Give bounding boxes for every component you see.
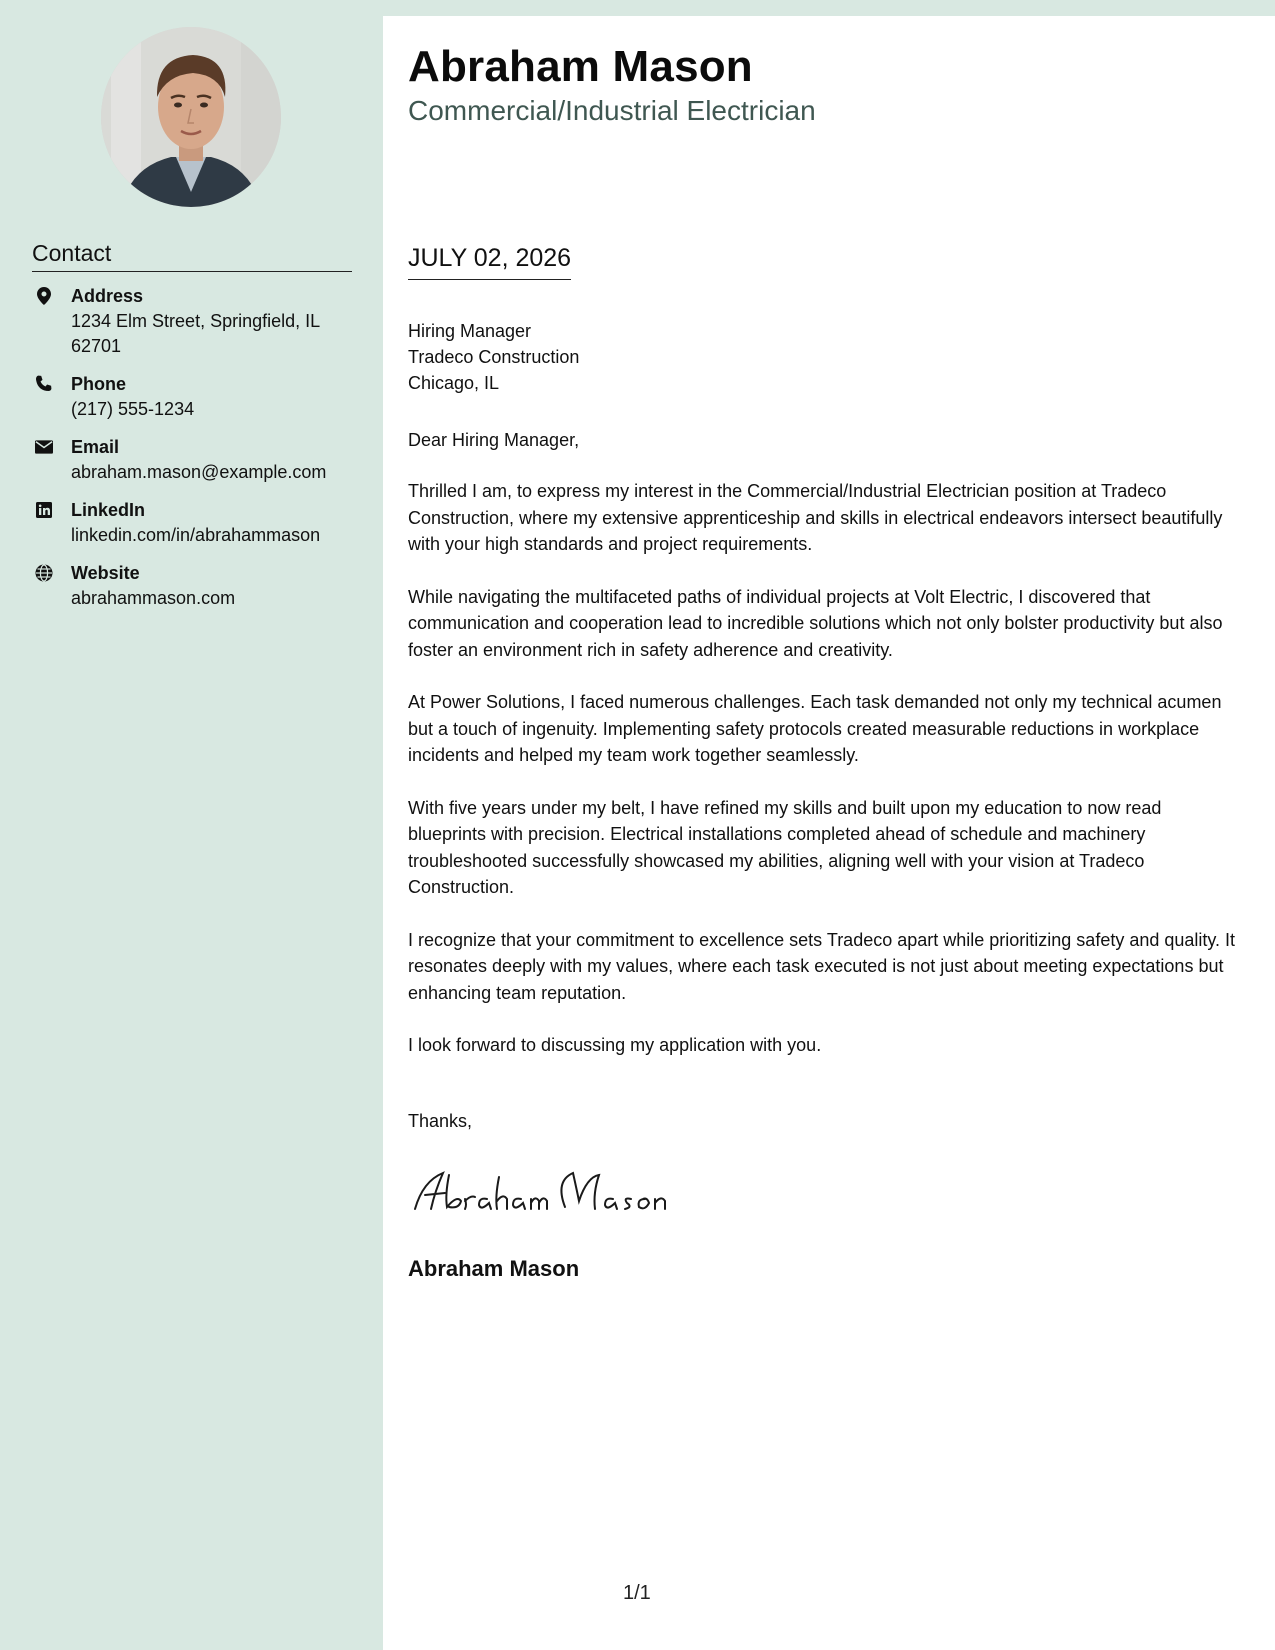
email-label: Email	[71, 437, 120, 457]
contact-address	[32, 284, 362, 359]
linkedin-icon	[35, 501, 53, 519]
contact-list	[32, 284, 362, 624]
contact-linkedin	[32, 498, 362, 548]
linkedin-label: LinkedIn	[71, 500, 146, 520]
recipient-line: Tradeco Construction	[408, 347, 580, 367]
letter-date: JULY 02, 2026	[408, 244, 571, 280]
body-paragraph: At Power Solutions, I faced numerous challenges. Each task demanded not only my technical acumen but a touch of ingenuity. Implementing safety protocols created measurable reductions in workplace incidents and helped my team work together seamlessly.	[408, 692, 1222, 765]
phone-label: Phone	[71, 374, 127, 394]
job-title: Commercial/Industrial Electrician	[408, 95, 816, 126]
linkedin-value: linkedin.com/in/abrahammason	[71, 525, 321, 545]
recipient-block	[408, 318, 579, 396]
website-value: abrahammason.com	[71, 588, 236, 608]
recipient-line: Hiring Manager	[408, 321, 532, 341]
contact-heading: Contact	[32, 240, 352, 272]
body-paragraph: With five years under my belt, I have refined my skills and built upon my education to now read blueprints with precision. Electrical installations completed ahead of schedule and machinery troubleshooted successfully showcased my abilities, aligning well with your vision at Tradeco Construction.	[408, 797, 1162, 897]
contact-email	[32, 435, 362, 485]
website-label: Website	[71, 563, 140, 583]
sidebar	[0, 0, 383, 1650]
contact-phone	[32, 372, 362, 422]
body-paragraph: Thrilled I am, to express my interest in the Commercial/Industrial Electrician position at Tradeco Construction, where my extensive apprenticeship and skills in electrical endeavors intersect beautifully with your high standards and project requirements.	[408, 481, 1223, 554]
applicant-name: Abraham Mason	[408, 42, 753, 91]
body-paragraph: While navigating the multifaceted paths of individual projects at Volt Electric, I discovered that communication and cooperation lead to incredible solutions which not only bolster productivity but also foster an environment rich in safety adherence and creativity.	[408, 586, 1223, 660]
globe-icon	[35, 564, 53, 582]
email-value: abraham.mason@example.com	[71, 462, 327, 482]
phone-value: (217) 555-1234	[71, 399, 195, 419]
profile-photo	[101, 27, 281, 207]
body-paragraph: I look forward to discussing my application with you.	[408, 1035, 822, 1055]
closing: Thanks,	[408, 1111, 473, 1131]
contact-website	[32, 561, 362, 611]
recipient-line: Chicago, IL	[408, 373, 500, 393]
salutation: Dear Hiring Manager,	[408, 430, 580, 450]
signer-name: Abraham Mason	[408, 1256, 580, 1281]
address-label: Address	[71, 286, 144, 306]
phone-icon	[35, 375, 53, 393]
location-pin-icon	[35, 287, 53, 305]
envelope-icon	[35, 438, 53, 456]
address-value: 1234 Elm Street, Springfield, IL 62701	[71, 311, 320, 356]
page-number: 1/1	[623, 1582, 651, 1604]
signature	[405, 1161, 675, 1221]
body-paragraph: I recognize that your commitment to excellence sets Tradeco apart while prioritizing safety and quality. It resonates deeply with my values, where each task executed is not just about meeting expectations but enhancing team reputation.	[408, 929, 1236, 1003]
letter-body	[408, 478, 1238, 1085]
letter-main	[383, 16, 1275, 1650]
